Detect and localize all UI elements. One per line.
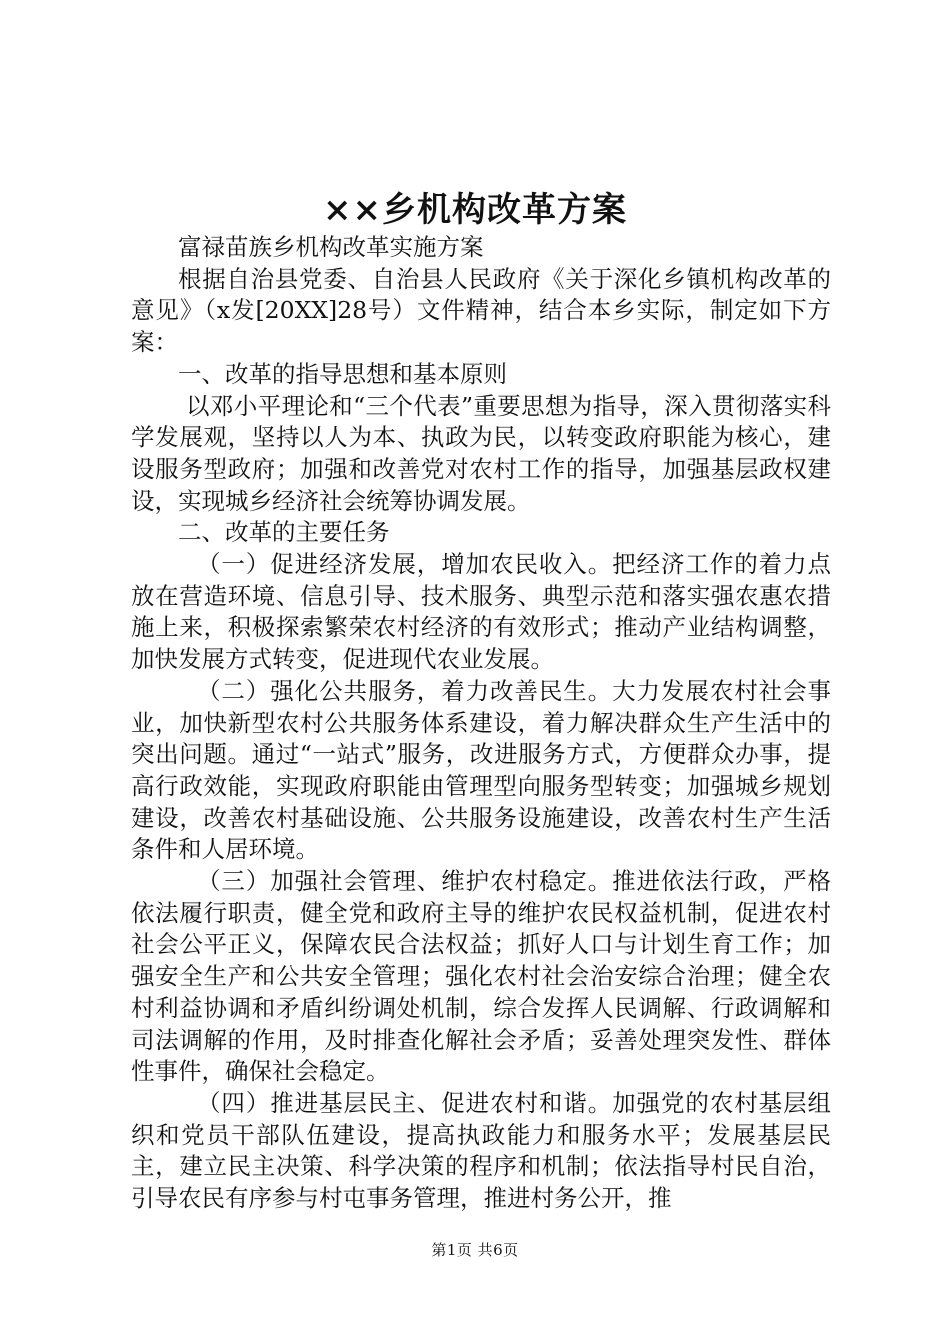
task-paragraph-2: （二）强化公共服务，着力改善民生。大力发展农村社会事业，加快新型农村公共服务体系建设，着力解决群众生产生活中的突出问题。通过“一站式”服务，改进服务方式，方便群众办事，提高行政效能，实现政府职能由管理型向服务型转变；加强城乡规划建设，改善农村基础设施、公共服务设施建设，改善农村生产生活条件和人居环境。 (131, 676, 831, 864)
page-title: ××乡机构改革方案 (323, 190, 627, 230)
intro-paragraph: 根据自治县党委、自治县人民政府《关于深化乡镇机构改革的意见》（x发[20XX]28号）文件精神，结合本乡实际，制定如下方案： (131, 264, 831, 357)
page-number-footer: 第1页 共6页 (431, 1241, 519, 1259)
document-body (131, 232, 831, 1215)
guiding-principle-paragraph: 以邓小平理论和“三个代表”重要思想为指导，深入贯彻落实科学发展观，坚持以人为本、执政为民，以转变政府职能为核心，建设服务型政府；加强和改善党对农村工作的指导，加强基层政权建设，实现城乡经济社会统筹协调发展。 (131, 391, 831, 515)
task-paragraph-4: （四）推进基层民主、促进农村和谐。加强党的农村基层组织和党员干部队伍建设，提高执政能力和服务水平；发展基层民主，建立民主决策、科学决策的程序和机制；依法指导村民自治，引导农民有序参与村屯事务管理，推进村务公开，推 (131, 1088, 831, 1213)
section-heading-2: 二、改革的主要任务 (178, 518, 390, 547)
section-heading-1: 一、改革的指导思想和基本原则 (178, 359, 507, 388)
task-paragraph-1: （一）促进经济发展，增加农民收入。把经济工作的着力点放在营造环境、信息引导、技术服务、典型示范和落实强农惠农措施上来，积极探索繁荣农村经济的有效形式；推动产业结构调整，加快发展方式转变，促进现代农业发展。 (131, 550, 831, 674)
subtitle-paragraph: 富禄苗族乡机构改革实施方案 (178, 233, 484, 261)
task-paragraph-3: （三）加强社会管理、维护农村稳定。推进依法行政，严格依法履行职责，健全党和政府主导的维护农民权益机制，促进农村社会公平正义，保障农民合法权益；抓好人口与计划生育工作；加强安全生产和公共安全管理；强化农村社会治安综合治理；健全农村利益协调和矛盾纠纷调处机制，综合发挥人民调解、行政调解和司法调解的作用，及时排查化解社会矛盾；妥善处理突发性、群体性事件，确保社会稳定。 (131, 867, 831, 1086)
